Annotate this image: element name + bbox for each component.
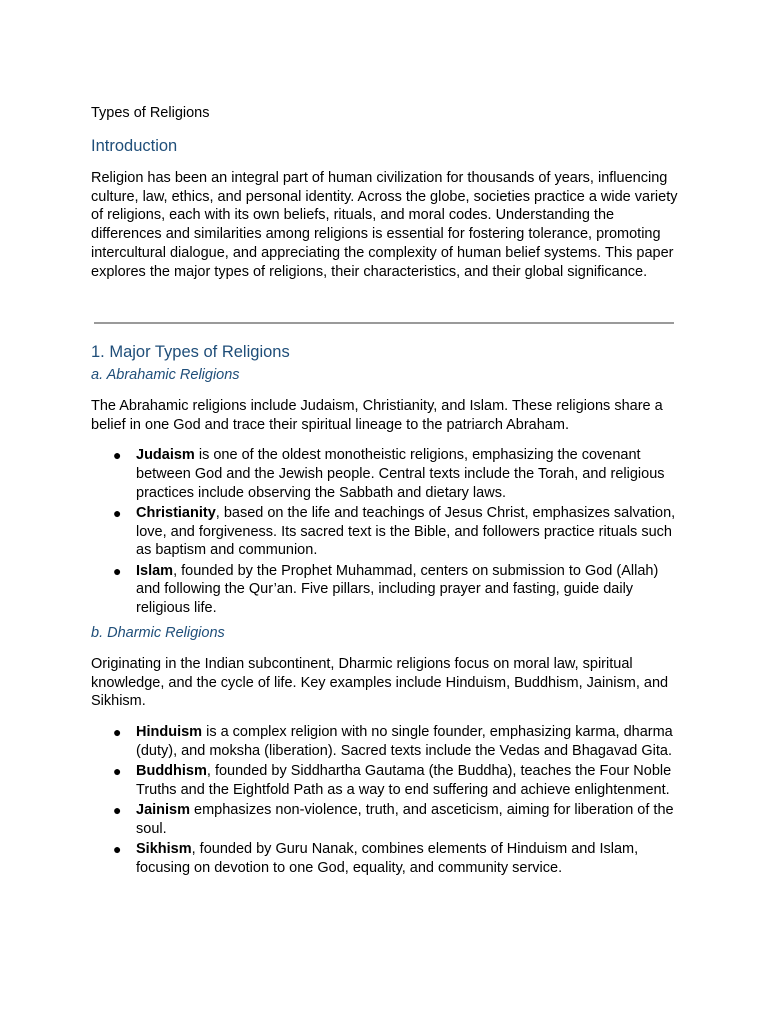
list-item <box>91 762 683 799</box>
list-item-text: , founded by Guru Nanak, combines elements of Hinduism and Islam, focusing on devotion to one God, equality, and community service. <box>136 840 639 876</box>
section-dharmic <box>91 624 683 879</box>
list-item-term: Hinduism <box>136 724 203 741</box>
list-item <box>91 801 683 838</box>
document-page <box>91 104 683 281</box>
list-item-text: emphasizes non-violence, truth, and asceticism, aiming for liberation of the soul. <box>136 801 674 837</box>
list-item-term: Jainism <box>136 801 190 818</box>
abrahamic-list <box>91 446 683 617</box>
intro-heading: Introduction <box>91 137 178 155</box>
bullet-icon: ● <box>113 447 122 464</box>
list-item-text: is one of the oldest monotheistic religions, emphasizing the covenant between God and the Jewish people. Central texts include the Torah, and religious practices include observing the Sabbath and dietary laws. <box>136 447 665 501</box>
list-item-text: , founded by the Prophet Muhammad, centers on submission to God (Allah) and following the Qur’an. Five pillars, including prayer and fasting, guide daily religious life. <box>136 562 659 617</box>
list-item-text: , founded by Siddhartha Gautama (the Buddha), teaches the Four Noble Truths and the Eightfold Path as a way to end suffering and achieve enlightenment. <box>136 763 672 798</box>
document-title: Types of Religions <box>91 105 210 121</box>
bullet-icon: ● <box>113 840 122 857</box>
section-heading: 1. Major Types of Religions <box>91 343 290 361</box>
bullet-icon: ● <box>113 801 122 818</box>
bullet-icon: ● <box>113 562 122 579</box>
bullet-icon: ● <box>113 505 122 522</box>
bullet-icon: ● <box>113 763 122 780</box>
list-item <box>91 504 683 560</box>
intro-paragraph: Religion has been an integral part of human civilization for thousands of years, influencing culture, law, ethics, and personal identity. Across the globe, societies practice a wide variety of religions, each with its own beliefs, rituals, and moral codes. Understanding the differences and similarities among religions is essential for fostering tolerance, promoting intercultural dialogue, and appreciating the complexity of human belief systems. This paper explores the major types of religions, their characteristics, and their global significance. <box>91 170 678 280</box>
list-item-text: is a complex religion with no single founder, emphasizing karma, dharma (duty), and moksha (liberation). Sacred texts include the Vedas and Bhagavad Gita. <box>136 724 673 759</box>
list-item <box>91 446 683 502</box>
abrahamic-paragraph: The Abrahamic religions include Judaism, Christianity, and Islam. These religions share a belief in one God and trace their spiritual lineage to the patriarch Abraham. <box>91 398 663 433</box>
list-item <box>91 840 683 877</box>
list-item-term: Judaism <box>136 447 195 464</box>
list-item-term: Christianity <box>136 505 216 522</box>
list-item <box>91 562 683 618</box>
list-item-term: Buddhism <box>136 763 207 780</box>
subsection-heading-abrahamic: a. Abrahamic Religions <box>91 367 240 383</box>
list-item <box>91 723 683 760</box>
dharmic-paragraph: Originating in the Indian subcontinent, Dharmic religions focus on moral law, spiritual knowledge, and the cycle of life. Key examples include Hinduism, Buddhism, Jainism, and Sikhism. <box>91 656 669 710</box>
dharmic-list <box>91 723 683 877</box>
list-item-term: Sikhism <box>136 840 192 857</box>
list-item-term: Islam <box>136 562 174 579</box>
list-item-text: , based on the life and teachings of Jesus Christ, emphasizes salvation, love, and forgiveness. Its sacred text is the Bible, and followers practice rituals such as baptism and communion. <box>136 505 676 559</box>
bullet-icon: ● <box>113 724 122 741</box>
subsection-heading-dharmic: b. Dharmic Religions <box>91 625 225 641</box>
horizontal-divider <box>94 322 674 324</box>
section-major-types <box>91 342 683 619</box>
